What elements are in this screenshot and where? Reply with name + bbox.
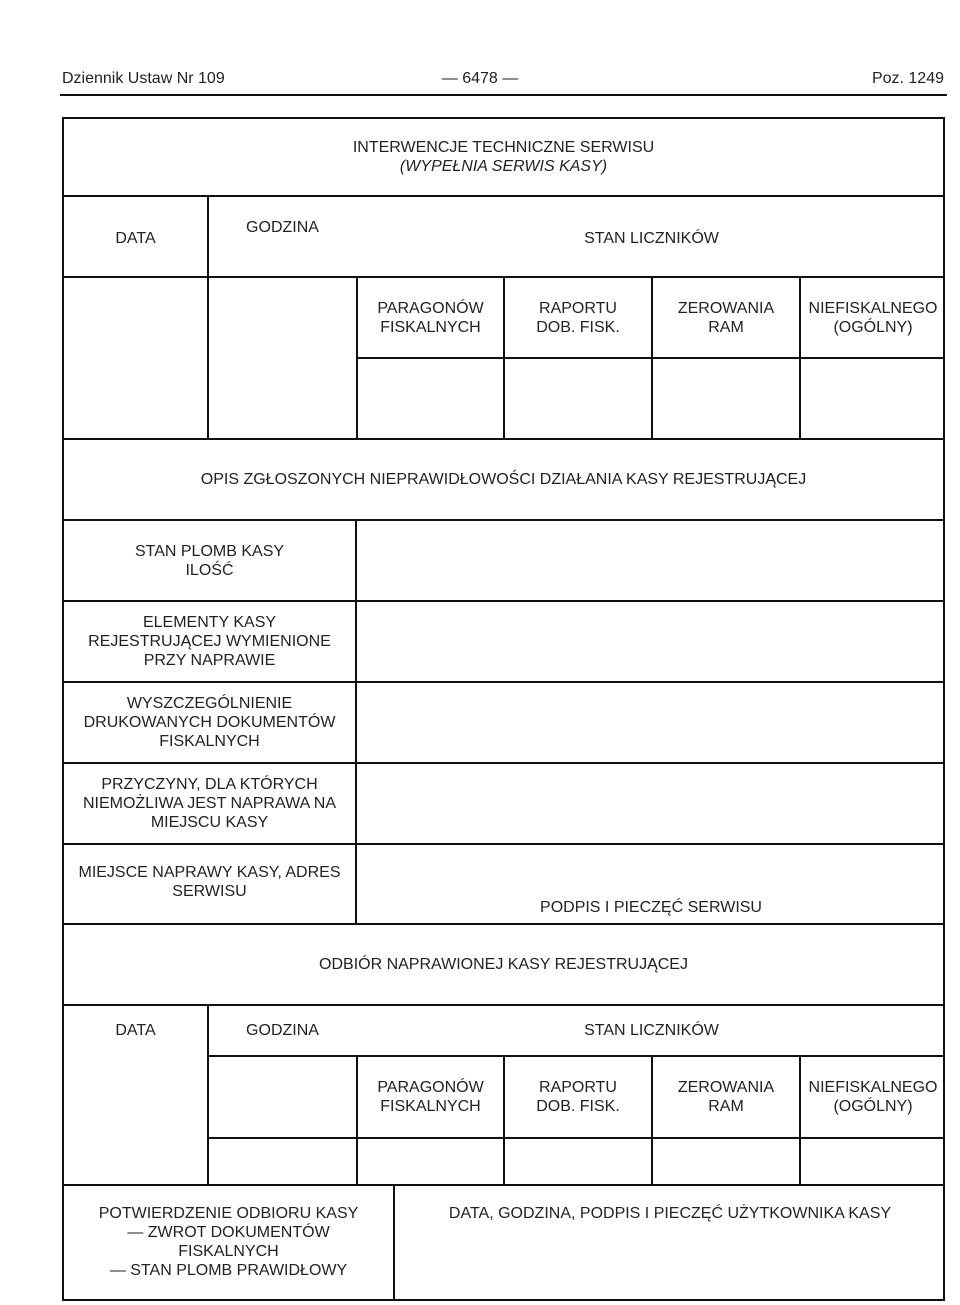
pickup-daily-report-counter-header <box>505 1057 651 1137</box>
confirmation-line: — STAN PLOMB PRAWIDŁOWY <box>109 1262 348 1279</box>
counter-label: (OGÓLNY) <box>833 1098 913 1115</box>
row-label: PRZY NAPRAWIE <box>143 652 276 669</box>
counter-label: ZEROWANIA <box>677 299 775 317</box>
counter-label: NIEFISKALNEGO <box>808 299 938 317</box>
time-header <box>209 197 356 276</box>
fault-description-header <box>64 440 943 519</box>
row-label: ELEMENTY KASY <box>142 614 277 631</box>
pickup-section-title <box>64 925 943 1004</box>
confirmation-line: POTWIERDZENIE ODBIORU KASY <box>98 1205 359 1222</box>
printed-documents-label <box>64 683 355 762</box>
counter-label: FISKALNYCH <box>380 1098 481 1115</box>
signature-label: DATA, GODZINA, PODPIS I PIECZĘĆ UŻYTKOWNIKA KASY <box>448 1205 892 1222</box>
daily-report-counter-header <box>505 278 651 357</box>
signature-label: PODPIS I PIECZĘĆ SERWISU <box>540 899 762 916</box>
confirmation-line: — ZWROT DOKUMENTÓW <box>127 1224 330 1241</box>
page-number: — 6478 — <box>441 70 519 87</box>
replaced-parts-label <box>64 602 355 681</box>
pickup-receipts-counter-header <box>358 1057 503 1137</box>
counters-header <box>358 197 945 276</box>
service-section-title <box>64 119 943 195</box>
journal-title: Dziennik Ustaw Nr 109 <box>62 70 225 87</box>
counters-label: STAN LICZNIKÓW <box>584 229 719 247</box>
counter-label: PARAGONÓW <box>377 299 484 317</box>
counter-label: PARAGONÓW <box>377 1079 484 1096</box>
pickup-date-header <box>64 1006 207 1055</box>
section-title: INTERWENCJE TECHNICZNE SERWISU <box>352 139 655 156</box>
section-title: ODBIÓR NAPRAWIONEJ KASY REJESTRUJĄCEJ <box>319 956 688 973</box>
row-label: MIEJSCE NAPRAWY KASY, ADRES <box>78 864 341 881</box>
section-subtitle: (WYPEŁNIA SERWIS KASY) <box>399 158 608 175</box>
row-label: ILOŚĆ <box>185 561 234 579</box>
counter-label: DOB. FISK. <box>536 1098 620 1115</box>
receipts-counter-header <box>358 278 503 357</box>
counter-label: RAM <box>708 318 744 336</box>
date-header <box>64 197 207 276</box>
service-signature-field <box>357 845 945 923</box>
counter-label: (OGÓLNY) <box>833 318 913 336</box>
fault-description-label: OPIS ZGŁOSZONYCH NIEPRAWIDŁOWOŚCI DZIAŁANIA KASY REJESTRUJĄCEJ <box>200 471 807 488</box>
user-signature-field <box>395 1186 945 1299</box>
pickup-nonfiscal-counter-header <box>801 1057 945 1137</box>
pickup-confirmation-label <box>64 1186 393 1299</box>
time-label: GODZINA <box>246 219 319 236</box>
row-label: NIEMOŻLIWA JEST NAPRAWA NA <box>82 795 337 812</box>
date-label: DATA <box>115 229 156 247</box>
time-label: GODZINA <box>246 1022 319 1039</box>
counter-label: RAM <box>708 1098 744 1115</box>
row-label: WYSZCZEGÓLNIENIE <box>126 695 293 712</box>
counter-label: FISKALNYCH <box>380 318 481 336</box>
row-label: REJESTRUJĄCEJ WYMIENIONE <box>88 633 331 650</box>
counter-label: DOB. FISK. <box>536 318 620 336</box>
header-rule <box>60 94 947 96</box>
row-label: PRZYCZYNY, DLA KTÓRYCH <box>101 776 318 793</box>
row-label: STAN PLOMB KASY <box>134 542 285 560</box>
counter-label: NIEFISKALNEGO <box>808 1079 938 1096</box>
offsite-repair-reason-label <box>64 764 355 843</box>
counters-label: STAN LICZNIKÓW <box>584 1022 719 1039</box>
rule <box>208 1137 945 1139</box>
counter-label: ZEROWANIA <box>677 1079 775 1096</box>
pickup-counters-header <box>358 1006 945 1055</box>
pickup-ram-reset-counter-header <box>653 1057 799 1137</box>
position-number: Poz. 1249 <box>871 70 944 87</box>
ram-reset-counter-header <box>653 278 799 357</box>
counter-label: RAPORTU <box>539 1079 617 1096</box>
row-label: MIEJSCU KASY <box>150 814 269 831</box>
counter-label: RAPORTU <box>539 299 617 317</box>
row-label: SERWISU <box>172 883 247 900</box>
nonfiscal-counter-header <box>801 278 945 357</box>
confirmation-line: FISKALNYCH <box>178 1243 279 1260</box>
pickup-time-header <box>209 1006 356 1055</box>
row-label: FISKALNYCH <box>159 733 260 750</box>
row-label: DRUKOWANYCH DOKUMENTÓW <box>83 714 336 731</box>
seals-state-label <box>64 521 355 600</box>
repair-place-label <box>64 845 355 923</box>
date-label: DATA <box>115 1022 156 1039</box>
